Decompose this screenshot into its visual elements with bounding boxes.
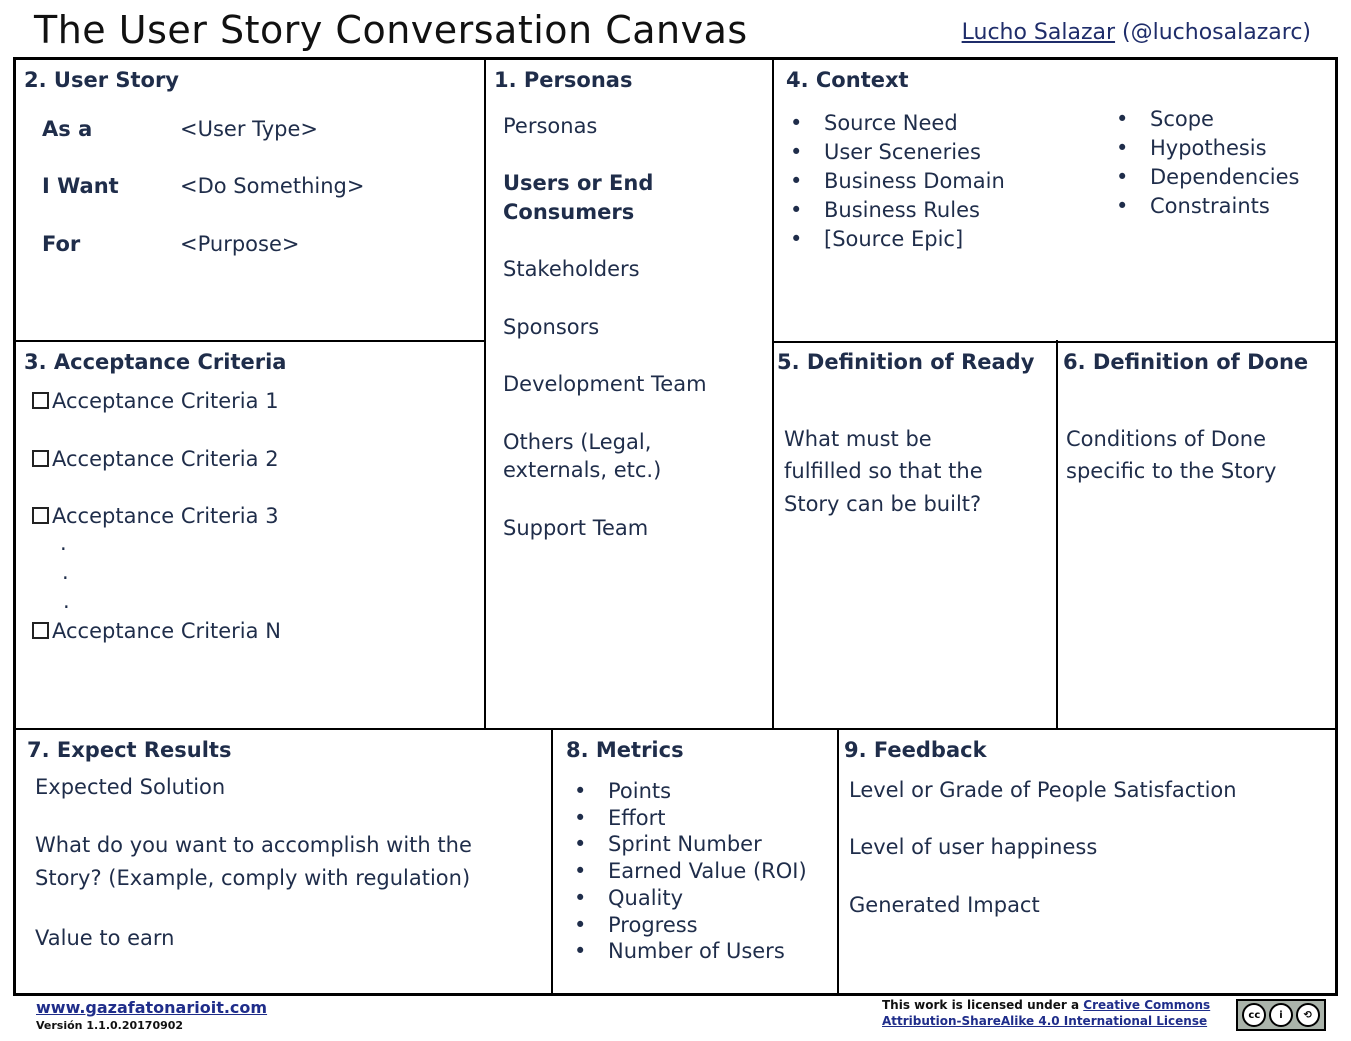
metrics-heading: 8. Metrics [566, 738, 684, 762]
i-want-value: <Do Something> [180, 174, 365, 198]
context-heading: 4. Context [786, 68, 909, 92]
i-want-label: I Want [42, 174, 119, 198]
as-a-label: As a [42, 117, 93, 141]
list-item: • Business Domain [790, 169, 1005, 193]
list-item: • Sprint Number [574, 832, 762, 857]
list-item: • Effort [574, 805, 666, 830]
for-value: <Purpose> [180, 232, 300, 256]
acceptance-box [16, 340, 486, 730]
list-item: • Hypothesis [1116, 136, 1267, 160]
ready-text: Story can be built? [784, 492, 982, 516]
ready-text: What must be [784, 427, 932, 451]
list-item: • Dependencies [1116, 165, 1300, 189]
acceptance-item[interactable]: Acceptance Criteria 1 [32, 388, 279, 415]
feedback-text: Level of user happiness [849, 835, 1098, 859]
list-item: • [Source Epic] [790, 227, 964, 251]
ready-box [772, 340, 1058, 730]
user-story-box [16, 60, 486, 342]
author [962, 20, 1311, 45]
persona-item: Users or End [503, 171, 654, 195]
acceptance-item[interactable]: Acceptance Criteria 3 [32, 503, 279, 530]
checkbox[interactable] [32, 392, 49, 409]
for-label: For [42, 232, 81, 256]
checkbox[interactable] [32, 450, 49, 467]
feedback-text: Level or Grade of People Satisfaction [849, 778, 1237, 802]
results-text: Story? (Example, comply with regulation) [35, 866, 471, 890]
list-item: • Source Need [790, 111, 958, 135]
list-item: • Points [574, 779, 672, 803]
personas-box [484, 60, 774, 730]
done-text: specific to the Story [1066, 459, 1277, 483]
persona-item: Development Team [503, 372, 707, 396]
persona-item: Support Team [503, 516, 649, 540]
user-story-heading: 2. User Story [24, 68, 179, 92]
checkbox[interactable] [32, 507, 49, 524]
ready-heading: 5. Definition of Ready [777, 350, 1035, 374]
feedback-box [837, 728, 1335, 993]
context-left-list [786, 109, 1005, 254]
list-item: • Business Rules [790, 198, 980, 222]
author-name-link[interactable]: Lucho Salazar [961, 20, 1116, 45]
license-notice [882, 997, 1232, 1029]
persona-item: Sponsors [503, 315, 600, 339]
author-handle: (@luchosalazarc) [1122, 20, 1311, 45]
persona-item: Personas [503, 114, 598, 138]
license-link[interactable]: Creative Commons Attribution-ShareAlike 4.0 International License [882, 998, 1211, 1029]
results-text: What do you want to accomplish with the [35, 833, 472, 857]
persona-item: Consumers [503, 200, 635, 224]
done-box [1056, 340, 1335, 730]
list-item: • Quality [574, 885, 684, 910]
results-heading: 7. Expect Results [27, 738, 232, 762]
cc-by-sa-badge-icon[interactable] [1236, 999, 1326, 1031]
context-box [772, 60, 1335, 343]
list-item: • Earned Value (ROI) [574, 859, 807, 884]
metrics-list [570, 778, 807, 965]
context-right-list [1112, 105, 1299, 221]
cc-icon: cc [1242, 1003, 1266, 1027]
acceptance-item[interactable]: Acceptance Criteria N [32, 618, 281, 645]
list-item: • Number of Users [574, 939, 785, 964]
persona-item: externals, etc.) [503, 458, 662, 482]
list-item: • Constraints [1116, 194, 1270, 218]
done-text: Conditions of Done [1066, 427, 1266, 451]
persona-item: Others (Legal, [503, 430, 652, 454]
done-heading: 6. Definition of Done [1063, 350, 1309, 374]
ellipsis-dot: . [60, 531, 67, 555]
checkbox[interactable] [32, 622, 49, 639]
list-item: • User Sceneries [790, 140, 981, 164]
acceptance-item[interactable]: Acceptance Criteria 2 [32, 446, 279, 473]
list-item: • Progress [574, 912, 698, 937]
footer-left [36, 998, 267, 1032]
by-icon: i [1269, 1003, 1293, 1027]
results-text: Expected Solution [35, 775, 226, 799]
feedback-text: Generated Impact [849, 893, 1040, 917]
feedback-heading: 9. Feedback [844, 738, 987, 762]
sa-icon: ⟲ [1296, 1003, 1320, 1027]
list-item: • Scope [1116, 107, 1214, 131]
website-link[interactable]: www.gazafatonarioit.com [36, 998, 268, 1017]
personas-heading: 1. Personas [494, 68, 633, 92]
ellipsis-dot: . [63, 589, 70, 613]
ellipsis-dot: . [62, 560, 69, 584]
license-prefix: This work is licensed under a [882, 998, 1084, 1012]
acceptance-heading: 3. Acceptance Criteria [24, 350, 287, 374]
as-a-value: <User Type> [180, 117, 318, 141]
canvas [13, 57, 1338, 996]
page-title: The User Story Conversation Canvas [34, 8, 748, 52]
results-box [16, 728, 553, 993]
persona-item: Stakeholders [503, 257, 640, 281]
results-text: Value to earn [35, 926, 175, 950]
ready-text: fulfilled so that the [784, 459, 983, 483]
version-text: Versión 1.1.0.20170902 [36, 1019, 184, 1032]
metrics-box [551, 728, 839, 993]
